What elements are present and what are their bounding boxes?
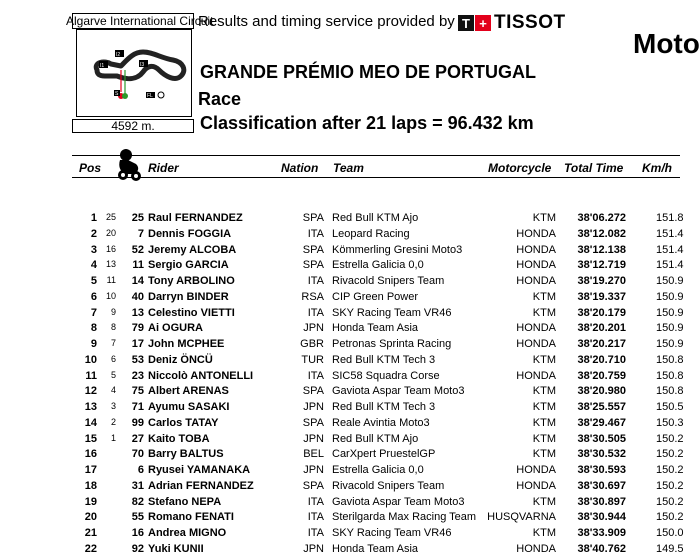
row-rider: Raul FERNANDEZ	[148, 212, 243, 224]
table-row	[0, 384, 684, 400]
row-pos: 16	[84, 448, 97, 461]
row-number: 7	[137, 227, 144, 240]
row-team: Red Bull KTM Ajo	[332, 432, 419, 445]
row-total-time: 38'20.759	[577, 369, 626, 382]
row-pos: 8	[90, 322, 97, 335]
row-number: 99	[131, 416, 144, 429]
row-rider: Celestino VIETTI	[148, 306, 235, 319]
row-points: 2	[110, 416, 116, 427]
row-rider: John MCPHEE	[148, 338, 225, 350]
row-kmh: 151.4	[656, 243, 684, 256]
row-motorcycle: HONDA	[516, 464, 556, 476]
row-kmh: 150.9	[656, 338, 684, 350]
row-team: CIP Green Power	[332, 290, 419, 303]
row-team: Rivacold Snipers Team	[332, 275, 445, 287]
row-kmh: 150.9	[656, 322, 684, 335]
circuit-length: 4592 m.	[72, 119, 194, 133]
row-number: 16	[131, 527, 144, 539]
row-pos: 18	[84, 479, 97, 492]
row-motorcycle: KTM	[532, 495, 556, 508]
row-team: Leopard Racing	[332, 227, 410, 240]
row-total-time: 38'30.532	[577, 448, 626, 461]
row-motorcycle: KTM	[532, 306, 556, 319]
table-row	[0, 353, 684, 369]
row-team: Honda Team Asia	[332, 322, 419, 335]
row-points: 10	[105, 290, 116, 301]
row-total-time: 38'20.980	[577, 385, 626, 398]
row-kmh: 150.8	[656, 385, 684, 398]
row-nation: SPA	[302, 212, 324, 224]
row-pos: 13	[84, 401, 97, 413]
row-rider: Stefano NEPA	[148, 495, 222, 508]
row-nation: JPN	[303, 322, 324, 335]
row-total-time: 38'20.201	[577, 322, 626, 335]
row-kmh: 150.9	[656, 275, 684, 287]
row-number: 6	[137, 464, 144, 476]
row-rider: Kaito TOBA	[148, 432, 210, 445]
row-pos: 10	[84, 353, 97, 366]
row-total-time: 38'30.897	[577, 495, 626, 508]
row-kmh: 151.8	[656, 212, 684, 224]
row-number: 14	[131, 275, 144, 287]
series-title: Moto	[633, 28, 700, 59]
row-total-time: 38'19.270	[577, 275, 626, 287]
row-kmh: 151.4	[656, 259, 684, 272]
row-team: Estrella Galicia 0,0	[332, 464, 424, 476]
row-nation: SPA	[302, 243, 324, 256]
row-team: SKY Racing Team VR46	[332, 527, 452, 539]
row-number: 13	[131, 306, 144, 319]
row-number: 82	[131, 495, 144, 508]
row-number: 31	[131, 479, 144, 492]
row-pos: 19	[84, 495, 97, 508]
table-row	[0, 432, 684, 448]
row-number: 25	[131, 212, 144, 224]
tissot-t-icon: T	[458, 15, 474, 31]
row-number: 70	[131, 448, 144, 461]
row-total-time: 38'30.505	[577, 432, 626, 445]
col-nation: Nation	[281, 161, 319, 175]
classification-title: Classification after 21 laps = 96.432 km	[200, 113, 534, 133]
row-motorcycle: HONDA	[516, 479, 556, 492]
row-motorcycle: HONDA	[516, 338, 556, 350]
row-team: Gaviota Aspar Team Moto3	[332, 495, 465, 508]
row-total-time: 38'40.762	[577, 542, 626, 555]
row-nation: ITA	[307, 227, 324, 240]
row-points: 9	[110, 306, 116, 317]
row-total-time: 38'19.337	[577, 290, 626, 303]
table-row	[0, 227, 684, 243]
row-points: 8	[110, 322, 116, 333]
table-row	[0, 369, 684, 385]
row-kmh: 150.8	[656, 369, 684, 382]
row-pos: 21	[84, 527, 97, 539]
row-nation: JPN	[303, 542, 324, 555]
row-number: 55	[131, 511, 144, 524]
table-row	[0, 463, 684, 479]
table-row	[0, 337, 684, 353]
row-points: 25	[105, 212, 116, 222]
row-total-time: 38'33.909	[577, 527, 626, 539]
row-points: 5	[110, 369, 116, 380]
row-rider: Ryusei YAMANAKA	[148, 464, 251, 476]
table-row	[0, 400, 684, 416]
finish-dot	[122, 93, 128, 99]
table-row	[0, 447, 684, 463]
row-rider: Darryn BINDER	[148, 290, 229, 303]
row-total-time: 38'06.272	[577, 212, 626, 224]
row-nation: ITA	[307, 511, 324, 524]
table-row	[0, 243, 684, 259]
row-rider: Dennis FOGGIA	[148, 227, 232, 240]
row-rider: Jeremy ALCOBA	[148, 243, 237, 256]
row-number: 71	[131, 401, 144, 413]
row-pos: 17	[84, 464, 97, 476]
row-rider: Ayumu SASAKI	[148, 401, 230, 413]
row-team: Red Bull KTM Ajo	[332, 212, 419, 224]
col-rider: Rider	[148, 161, 179, 175]
table-row	[0, 290, 684, 306]
row-nation: ITA	[307, 369, 324, 382]
table-row	[0, 211, 684, 227]
col-total-time: Total Time	[564, 161, 624, 175]
row-rider: Niccolò ANTONELLI	[148, 369, 254, 382]
row-number: 11	[132, 259, 144, 272]
i2-label: I2	[116, 52, 121, 58]
row-motorcycle: HONDA	[516, 322, 556, 335]
row-number: 27	[131, 432, 144, 445]
row-motorcycle: HUSQVARNA	[487, 511, 556, 524]
row-nation: ITA	[307, 527, 324, 539]
row-nation: JPN	[303, 464, 324, 476]
row-total-time: 38'20.217	[577, 338, 626, 350]
row-motorcycle: HONDA	[516, 275, 556, 287]
row-pos: 1	[90, 212, 97, 224]
circuit-map	[76, 29, 192, 117]
i3-label: I3	[140, 62, 145, 68]
row-kmh: 150.2	[656, 432, 684, 445]
i1-label: I1	[100, 63, 105, 69]
row-motorcycle: KTM	[532, 212, 556, 224]
row-rider: Ai OGURA	[148, 322, 203, 335]
row-number: 53	[131, 353, 144, 366]
row-nation: ITA	[307, 306, 324, 319]
row-kmh: 150.2	[656, 464, 684, 476]
row-pos: 4	[90, 259, 97, 272]
row-nation: SPA	[302, 479, 324, 492]
row-pos: 6	[90, 290, 97, 303]
circuit-name-box	[66, 13, 214, 29]
header-rule-top	[72, 155, 680, 156]
table-row	[0, 306, 684, 322]
tissot-logo	[458, 13, 566, 33]
row-rider: Sergio GARCIA	[148, 259, 229, 272]
row-points: 4	[110, 385, 116, 396]
row-motorcycle: HONDA	[516, 243, 556, 256]
row-number: 92	[131, 542, 144, 555]
row-team: Kömmerling Gresini Moto3	[332, 243, 463, 256]
row-nation: SPA	[302, 416, 324, 429]
row-pos: 7	[90, 306, 97, 319]
row-nation: GBR	[300, 338, 324, 350]
row-total-time: 38'30.697	[577, 479, 626, 492]
row-rider: Tony ARBOLINO	[148, 275, 235, 287]
row-points: 6	[110, 353, 116, 364]
swiss-cross-icon: +	[475, 15, 491, 31]
row-nation: ITA	[307, 275, 324, 287]
row-points: 1	[110, 432, 116, 443]
s-label: S	[115, 91, 119, 97]
session-title: Race	[198, 89, 242, 109]
row-kmh: 150.2	[656, 495, 684, 508]
row-pos: 9	[90, 338, 97, 350]
col-motorcycle: Motorcycle	[488, 161, 552, 175]
col-pos: Pos	[79, 161, 102, 175]
row-total-time: 38'30.593	[577, 464, 626, 476]
row-team: Rivacold Snipers Team	[332, 479, 445, 492]
row-rider: Romano FENATI	[148, 511, 234, 524]
row-motorcycle: HONDA	[516, 369, 556, 382]
row-team: SIC58 Squadra Corse	[332, 369, 440, 382]
header-rule-bottom	[72, 177, 680, 178]
row-number: 17	[131, 338, 144, 350]
row-nation: RSA	[301, 290, 324, 303]
row-kmh: 149.5	[656, 542, 684, 555]
row-rider: Andrea MIGNO	[148, 527, 227, 539]
row-rider: Barry BALTUS	[148, 448, 224, 461]
row-total-time: 38'25.557	[577, 401, 626, 413]
row-team: Honda Team Asia	[332, 542, 419, 555]
circuit-name: Algarve International Circuit	[66, 14, 214, 28]
table-row	[0, 274, 684, 290]
table-row	[0, 495, 684, 511]
row-total-time: 38'30.944	[577, 511, 626, 524]
row-total-time: 38'20.179	[577, 306, 626, 319]
row-nation: BEL	[303, 448, 324, 461]
circuit-map-icon	[77, 30, 193, 118]
row-rider: Albert ARENAS	[148, 385, 229, 398]
table-row	[0, 416, 684, 432]
row-pos: 22	[84, 542, 97, 555]
row-team: Red Bull KTM Tech 3	[332, 401, 436, 413]
row-motorcycle: KTM	[532, 353, 556, 366]
tissot-brand: TISSOT	[494, 12, 566, 33]
row-team: Red Bull KTM Tech 3	[332, 353, 436, 366]
row-rider: Deniz ÖNCÜ	[148, 353, 213, 366]
table-row	[0, 258, 684, 274]
row-kmh: 150.3	[656, 416, 684, 429]
row-pos: 5	[90, 275, 97, 287]
table-row	[0, 526, 684, 542]
row-motorcycle: KTM	[532, 416, 556, 429]
row-nation: TUR	[301, 353, 324, 366]
provided-by-text: Results and timing service provided by	[198, 13, 455, 30]
row-total-time: 38'12.082	[577, 227, 626, 240]
table-row	[0, 510, 684, 526]
row-points: 13	[105, 259, 116, 270]
row-kmh: 150.2	[656, 479, 684, 492]
row-total-time: 38'12.138	[577, 243, 626, 256]
table-row	[0, 542, 684, 558]
row-number: 40	[131, 290, 144, 303]
row-nation: JPN	[303, 401, 324, 413]
row-nation: SPA	[302, 385, 324, 398]
row-motorcycle: KTM	[532, 432, 556, 445]
row-points: 16	[105, 243, 116, 254]
row-pos: 3	[90, 243, 97, 256]
col-kmh: Km/h	[642, 161, 672, 175]
row-points: 7	[110, 338, 116, 348]
row-total-time: 38'20.710	[577, 353, 626, 366]
row-kmh: 150.2	[656, 448, 684, 461]
row-number: 79	[131, 322, 144, 335]
col-team: Team	[333, 161, 364, 175]
row-pos: 12	[84, 385, 97, 398]
row-kmh: 150.8	[656, 353, 684, 366]
row-kmh: 150.2	[656, 511, 684, 524]
row-total-time: 38'29.467	[577, 416, 626, 429]
table-row	[0, 321, 684, 337]
row-number: 52	[131, 243, 144, 256]
row-number: 23	[131, 369, 144, 382]
row-team: SKY Racing Team VR46	[332, 306, 452, 319]
row-nation: JPN	[303, 432, 324, 445]
row-nation: SPA	[302, 259, 324, 272]
fl-label: FL	[147, 93, 153, 99]
row-kmh: 150.5	[656, 401, 684, 413]
row-team: Reale Avintia Moto3	[332, 416, 430, 429]
row-rider: Yuki KUNII	[148, 542, 204, 555]
row-team: Estrella Galicia 0,0	[332, 259, 424, 272]
row-number: 75	[131, 385, 144, 398]
row-kmh: 151.4	[656, 227, 684, 240]
row-points: 20	[105, 227, 116, 238]
flag-icon	[158, 92, 164, 98]
row-motorcycle: KTM	[532, 527, 556, 539]
row-motorcycle: HONDA	[516, 542, 556, 555]
row-pos: 15	[84, 432, 97, 445]
row-points: 11	[106, 275, 116, 285]
row-motorcycle: KTM	[532, 401, 556, 413]
row-nation: ITA	[307, 495, 324, 508]
row-motorcycle: KTM	[532, 290, 556, 303]
row-pos: 11	[85, 369, 97, 382]
table-row	[0, 479, 684, 495]
row-kmh: 150.0	[656, 527, 684, 539]
row-pos: 20	[84, 511, 97, 524]
row-pos: 2	[90, 227, 97, 240]
row-kmh: 150.9	[656, 306, 684, 319]
row-team: Sterilgarda Max Racing Team	[332, 511, 477, 524]
row-points: 3	[110, 401, 116, 411]
row-rider: Adrian FERNANDEZ	[148, 479, 254, 492]
motorcycle-rider-icon	[114, 148, 144, 182]
row-rider: Carlos TATAY	[148, 416, 219, 429]
row-motorcycle: KTM	[532, 448, 556, 461]
row-team: Petronas Sprinta Racing	[332, 338, 452, 350]
row-motorcycle: KTM	[532, 385, 556, 398]
row-kmh: 150.9	[656, 290, 684, 303]
row-team: CarXpert PruestelGP	[332, 448, 436, 461]
row-motorcycle: HONDA	[516, 259, 556, 272]
event-title: GRANDE PRÉMIO MEO DE PORTUGAL	[200, 62, 537, 82]
row-motorcycle: HONDA	[516, 227, 556, 240]
row-total-time: 38'12.719	[577, 259, 626, 272]
row-pos: 14	[84, 416, 97, 429]
row-team: Gaviota Aspar Team Moto3	[332, 385, 465, 398]
results-table	[0, 211, 684, 558]
